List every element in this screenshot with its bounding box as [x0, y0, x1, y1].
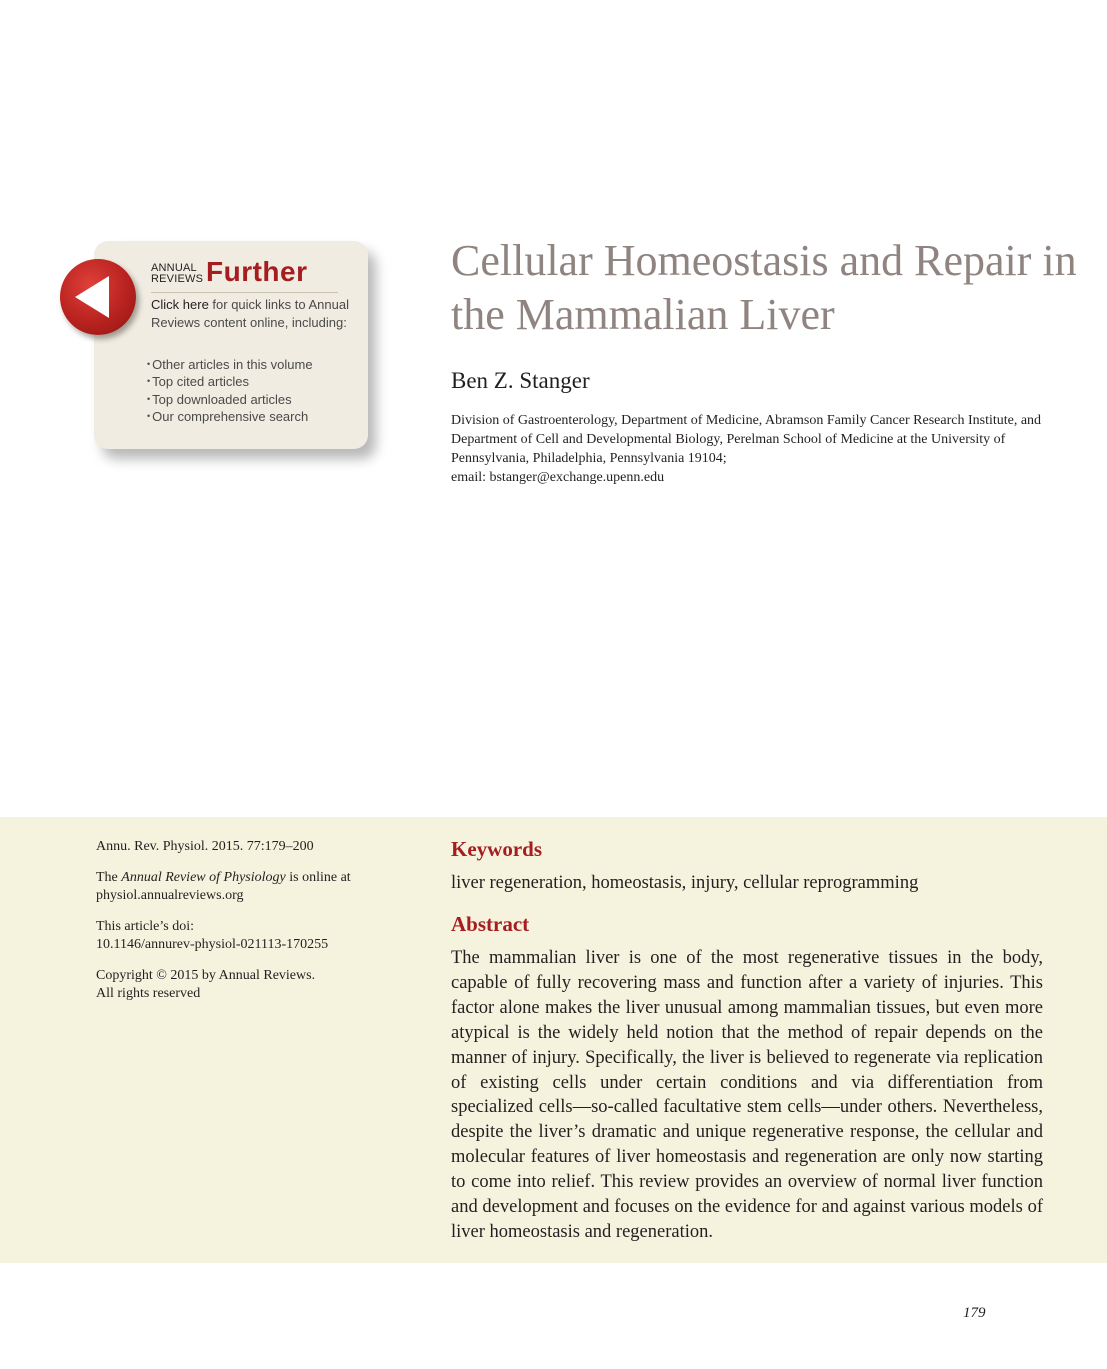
affiliation-text: Division of Gastroenterology, Department of Medicine, Abramson Family Cancer Research Institute, and Department of Cell and Developmental Biology, Perelman School of Medicine at the University of Pennsylvania, Philadelphia, Pennsylvania 19104; — [451, 413, 1042, 466]
author-name: Ben Z. Stanger — [451, 368, 590, 393]
author-affiliation — [451, 411, 1051, 487]
further-links-list — [147, 356, 313, 425]
back-arrow-icon[interactable] — [60, 259, 136, 335]
doi-value[interactable]: 10.1146/annurev-physiol-021113-170255 — [96, 937, 329, 952]
keywords-text: liver regeneration, homeostasis, injury, cellular reprogramming — [451, 873, 919, 893]
online-prefix: The — [96, 869, 122, 885]
logo-line2: REVIEWS — [151, 273, 204, 285]
further-link-item[interactable]: • Top cited articles — [147, 373, 313, 390]
further-divider — [151, 292, 338, 293]
citation: Annu. Rev. Physiol. 2015. 77:179–200 — [96, 839, 314, 854]
doi-label: This article’s doi: — [96, 918, 194, 934]
keywords-heading: Keywords — [451, 837, 542, 861]
further-link-item[interactable]: • Top downloaded articles — [147, 391, 313, 408]
further-heading: Further — [206, 256, 308, 287]
copyright-block — [96, 967, 396, 1004]
further-intro — [151, 296, 351, 331]
article-metadata — [96, 838, 396, 1016]
further-intro-rest: for quick links to Annual Reviews content online, including: — [151, 297, 349, 330]
further-link-item[interactable]: • Our comprehensive search — [147, 408, 313, 425]
doi-block — [96, 918, 396, 955]
further-link-item[interactable]: • Other articles in this volume — [147, 356, 313, 373]
copyright: Copyright © 2015 by Annual Reviews. — [96, 967, 316, 983]
journal-online-note — [96, 869, 396, 906]
click-here-link[interactable]: Click here — [151, 297, 209, 312]
abstract-heading: Abstract — [451, 912, 530, 936]
logo-line1: ANNUAL — [151, 262, 197, 274]
page-number: 179 — [963, 1305, 986, 1321]
online-suffix[interactable]: is online at physiol.annualreviews.org — [96, 869, 351, 903]
article-title: Cellular Homeostasis and Repair in the Mammalian Liver — [451, 236, 1077, 339]
author-email[interactable]: email: bstanger@exchange.upenn.edu — [451, 470, 665, 485]
journal-name: Annual Review of Physiology — [121, 869, 286, 885]
annual-reviews-logo — [151, 263, 203, 285]
abstract-text: The mammalian liver is one of the most regenerative tissues in the body, capable of fully recovering mass and function after a variety of injuries. This factor alone makes the liver unusual among mammalian tissues, but even more atypical is the widely held notion that the method of repair depends on the manner of injury. Specifically, the liver is believed to regenerate via replication of existing cells under certain conditions and via differentiation from specialized cells—so-called facultative stem cells—under others. Nevertheless, despite the liver’s dramatic and unique regenerative response, the cellular and molecular features of liver homeostasis and regeneration are only now starting to come into relief. This review provides an overview of normal liver function and development and focuses on the evidence for and against various models of liver homeostasis and regeneration. — [451, 948, 1043, 1242]
rights: All rights reserved — [96, 986, 201, 1001]
